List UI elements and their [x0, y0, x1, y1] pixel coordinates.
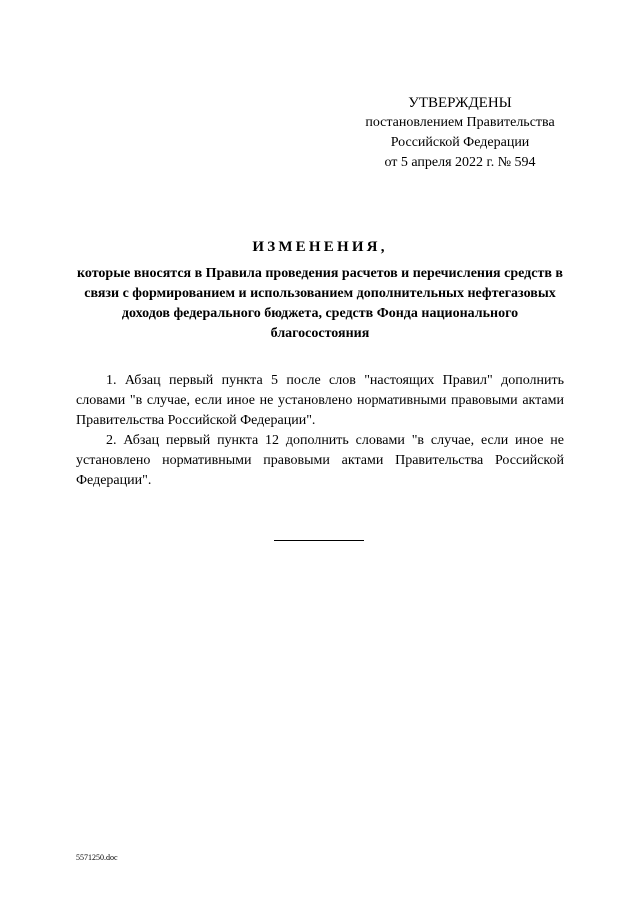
- item-paragraph: 1. Абзац первый пункта 5 после слов "настоящих Правил" дополнить словами "в случае, если иное не установлено нормативными правовыми актами Правительства Российской Федерации".: [76, 373, 564, 428]
- approval-stamp: [340, 93, 580, 173]
- end-divider: [274, 540, 364, 541]
- file-name: 5571250.doc: [76, 853, 118, 862]
- approval-line-3: от 5 апреля 2022 г. № 594: [384, 155, 536, 170]
- approval-heading: УТВЕРЖДЕНЫ: [408, 95, 512, 111]
- approval-line-1: постановлением Правительства: [365, 115, 555, 130]
- document-title: ИЗМЕНЕНИЯ,: [252, 239, 388, 255]
- approval-line-2: Российской Федерации: [390, 135, 530, 150]
- document-body: [76, 371, 564, 491]
- item-paragraph: 2. Абзац первый пункта 12 дополнить словами "в случае, если иное не установлено нормативными правовыми актами Правительства Российской Федерации".: [76, 433, 564, 488]
- document-subtitle: которые вносятся в Правила проведения расчетов и перечисления средств в связи с формированием и использованием дополнительных нефтегазовых доходов федерального бюджета, средств Фонда национального благосостояния: [77, 266, 563, 341]
